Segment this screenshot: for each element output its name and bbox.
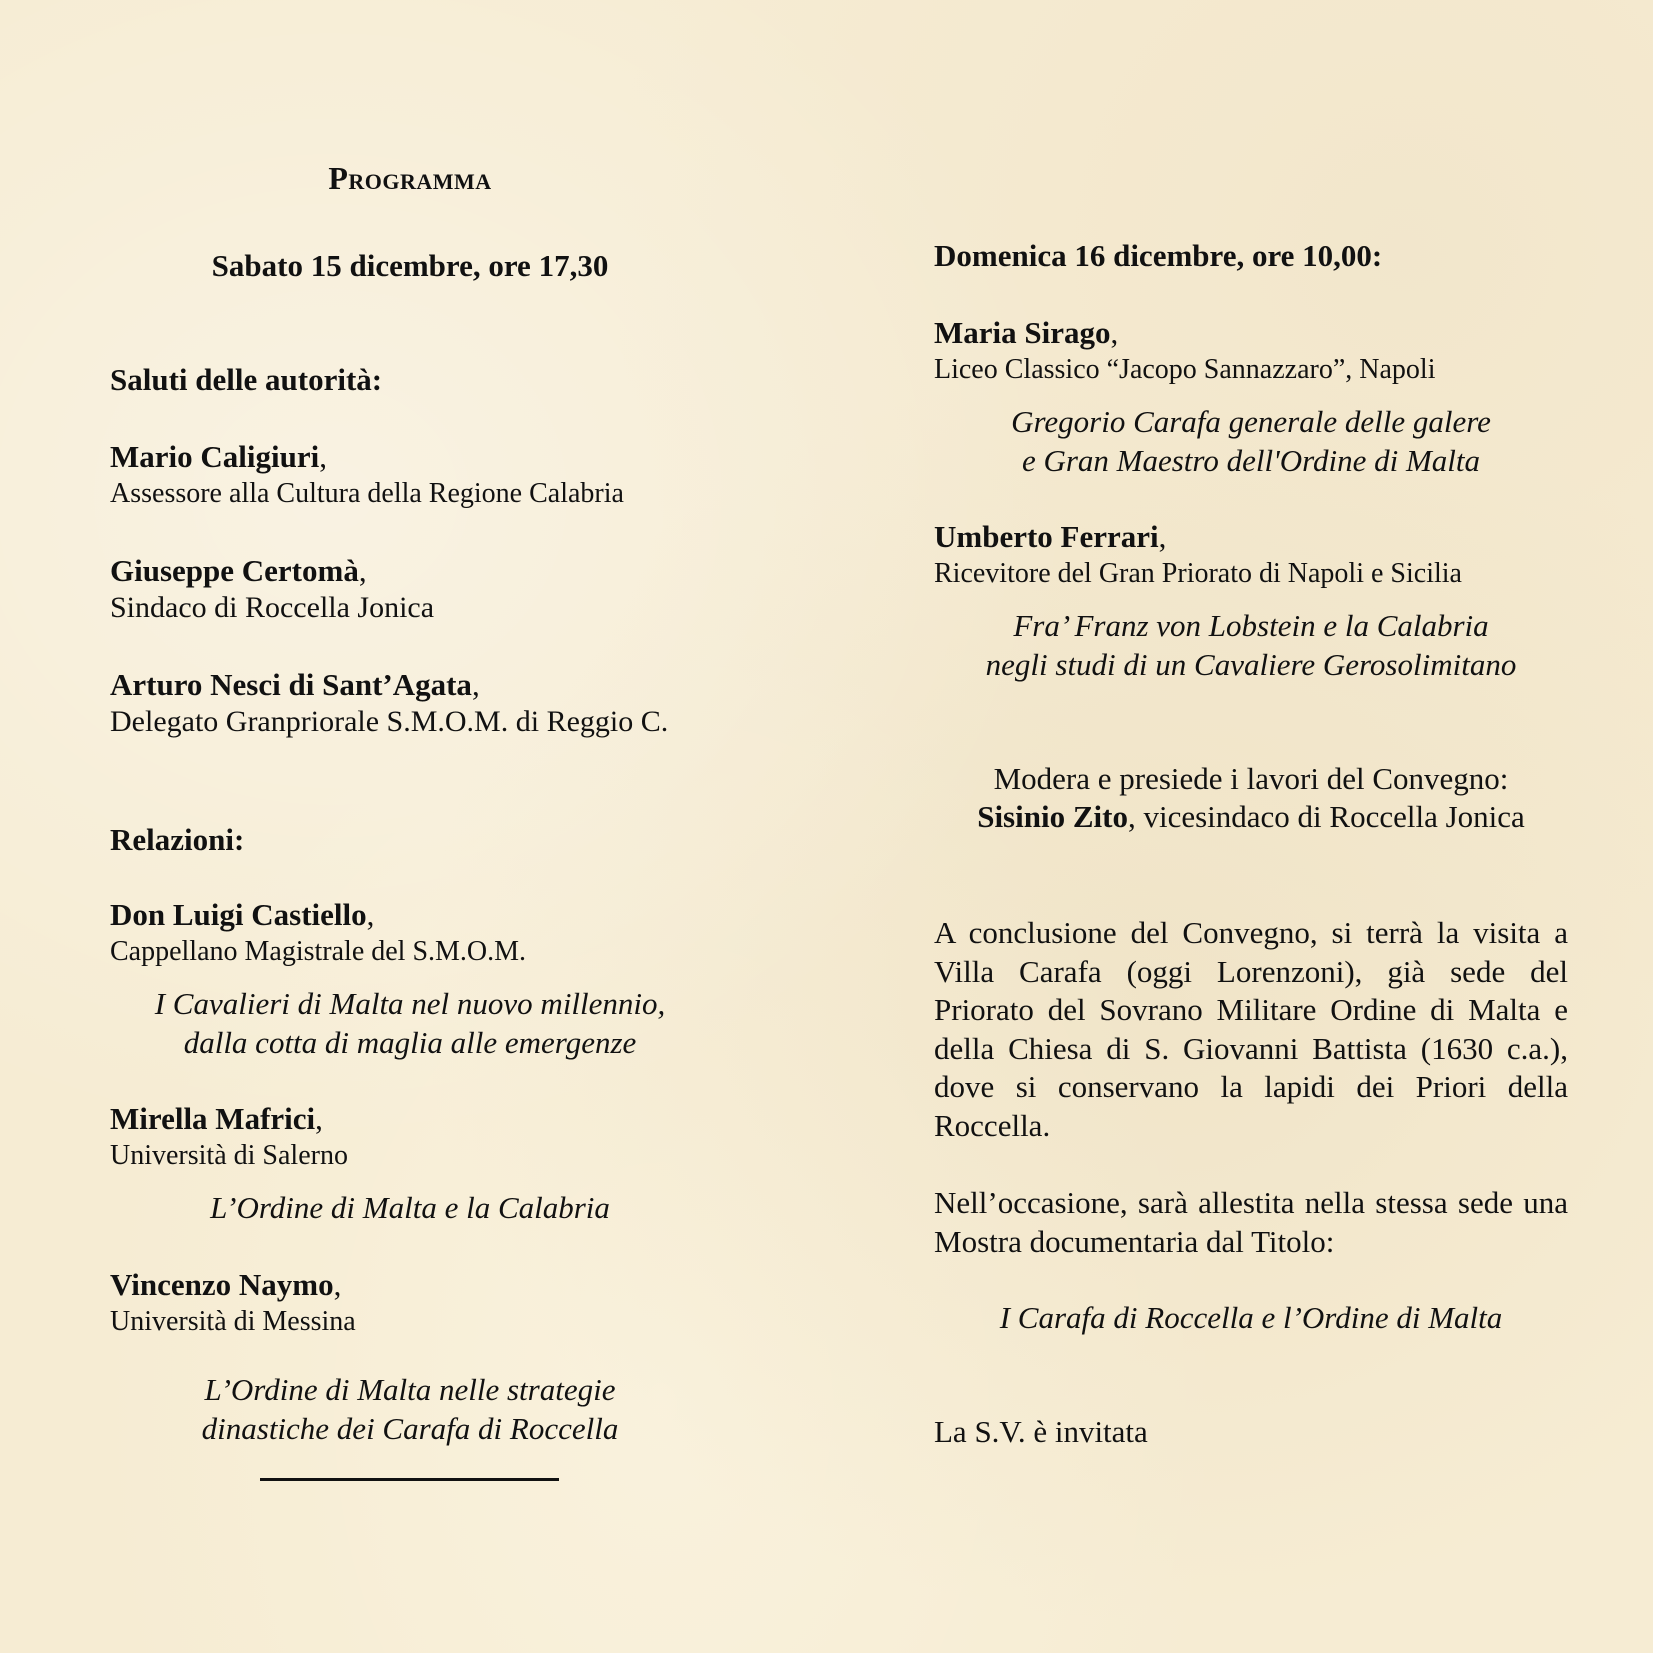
speaker-name: Arturo Nesci di Sant’Agata (110, 667, 472, 702)
moderator-block (934, 760, 1568, 836)
talks-heading: Relazioni: (110, 822, 245, 857)
exhibit-paragraph: Nell’occasione, sarà allestita nella stessa sede una Mostra documentaria dal Titolo: (934, 1185, 1568, 1259)
speaker-name: Mirella Mafrici (110, 1101, 316, 1136)
speaker-role: Ricevitore del Gran Priorato di Napoli e Sicilia (934, 558, 1462, 589)
speaker-role: Sindaco di Roccella Jonica (110, 591, 435, 624)
speaker-name: Maria Sirago (934, 315, 1111, 350)
saturday-date: Sabato 15 dicembre, ore 17,30 (211, 248, 609, 283)
greeting-item-3: Arturo Nesci di Sant’Agata, Delegato Granpriorale S.M.O.M. di Reggio C. (110, 667, 669, 738)
moderator-role: , vicesindaco di Roccella Jonica (1127, 799, 1525, 834)
talk-item-4: Maria Sirago, Liceo Classico “Jacopo Sannazzaro”, Napoli Gregorio Carafa generale delle galere e Gran Maestro dell'Ordine di Malta (934, 314, 1568, 480)
speaker-name: Mario Caligiuri (110, 439, 320, 474)
program-title: Programma (328, 160, 492, 196)
greeting-item-2: Giuseppe Certomà, Sindaco di Roccella Jonica (110, 553, 435, 624)
talk-item-5: Umberto Ferrari, Ricevitore del Gran Priorato di Napoli e Sicilia Fra’ Franz von Lobstein e la Calabria negli studi di un Cavaliere Gerosolimitano (934, 518, 1568, 684)
speaker-name: Umberto Ferrari (934, 519, 1159, 554)
exhibit-title: I Carafa di Roccella e l’Ordine di Malta (999, 1300, 1503, 1335)
talk-title: L’Ordine di Malta e la Calabria (210, 1190, 610, 1225)
divider-line (260, 1478, 559, 1481)
speaker-role: Università di Salerno (110, 1140, 348, 1171)
talk-title: I Cavalieri di Malta nel nuovo millennio, dalla cotta di maglia alle emergenze (154, 986, 666, 1060)
talk-item-2: Mirella Mafrici, Università di Salerno L’Ordine di Malta e la Calabria (110, 1100, 710, 1227)
talk-title: L’Ordine di Malta nelle strategie dinastiche dei Carafa di Roccella (201, 1372, 619, 1446)
talk-title: Fra’ Franz von Lobstein e la Calabria negli studi di un Cavaliere Gerosolimitano (985, 608, 1517, 682)
speaker-role: Delegato Granpriorale S.M.O.M. di Reggio C. (110, 705, 669, 738)
invitation-text: La S.V. è invitata (934, 1414, 1148, 1449)
speaker-role: Cappellano Magistrale del S.M.O.M. (110, 936, 527, 967)
talk-item-3: Vincenzo Naymo, Università di Messina L’Ordine di Malta nelle strategie dinastiche dei Carafa di Roccella (110, 1266, 710, 1448)
moderator-intro: Modera e presiede i lavori del Convegno: (993, 761, 1509, 796)
moderator-name: Sisinio Zito (977, 799, 1128, 834)
visit-paragraph: A conclusione del Convegno, si terrà la visita a Villa Carafa (oggi Lorenzoni), già sede del Priorato del Sovrano Militare Ordine di Malta e della Chiesa di S. Giovanni Battista (1630 c.a.), dove si conservano la lapidi dei Priori della Roccella. (934, 915, 1568, 1143)
greetings-heading: Saluti delle autorità: (110, 362, 383, 397)
talk-item-1: Don Luigi Castiello, Cappellano Magistrale del S.M.O.M. I Cavalieri di Malta nel nuovo millennio, dalla cotta di maglia alle emergenze (110, 896, 710, 1062)
greeting-item-1: Mario Caligiuri, Assessore alla Cultura della Regione Calabria (110, 438, 624, 512)
talk-title: Gregorio Carafa generale delle galere e Gran Maestro dell'Ordine di Malta (1011, 404, 1491, 478)
speaker-name: Don Luigi Castiello (110, 897, 367, 932)
speaker-name: Giuseppe Certomà (110, 553, 359, 588)
speaker-role: Liceo Classico “Jacopo Sannazzaro”, Napoli (934, 354, 1436, 385)
speaker-role: Università di Messina (110, 1306, 356, 1337)
speaker-role: Assessore alla Cultura della Regione Calabria (110, 478, 624, 509)
sunday-date: Domenica 16 dicembre, ore 10,00: (934, 238, 1383, 273)
speaker-name: Vincenzo Naymo (110, 1267, 334, 1302)
